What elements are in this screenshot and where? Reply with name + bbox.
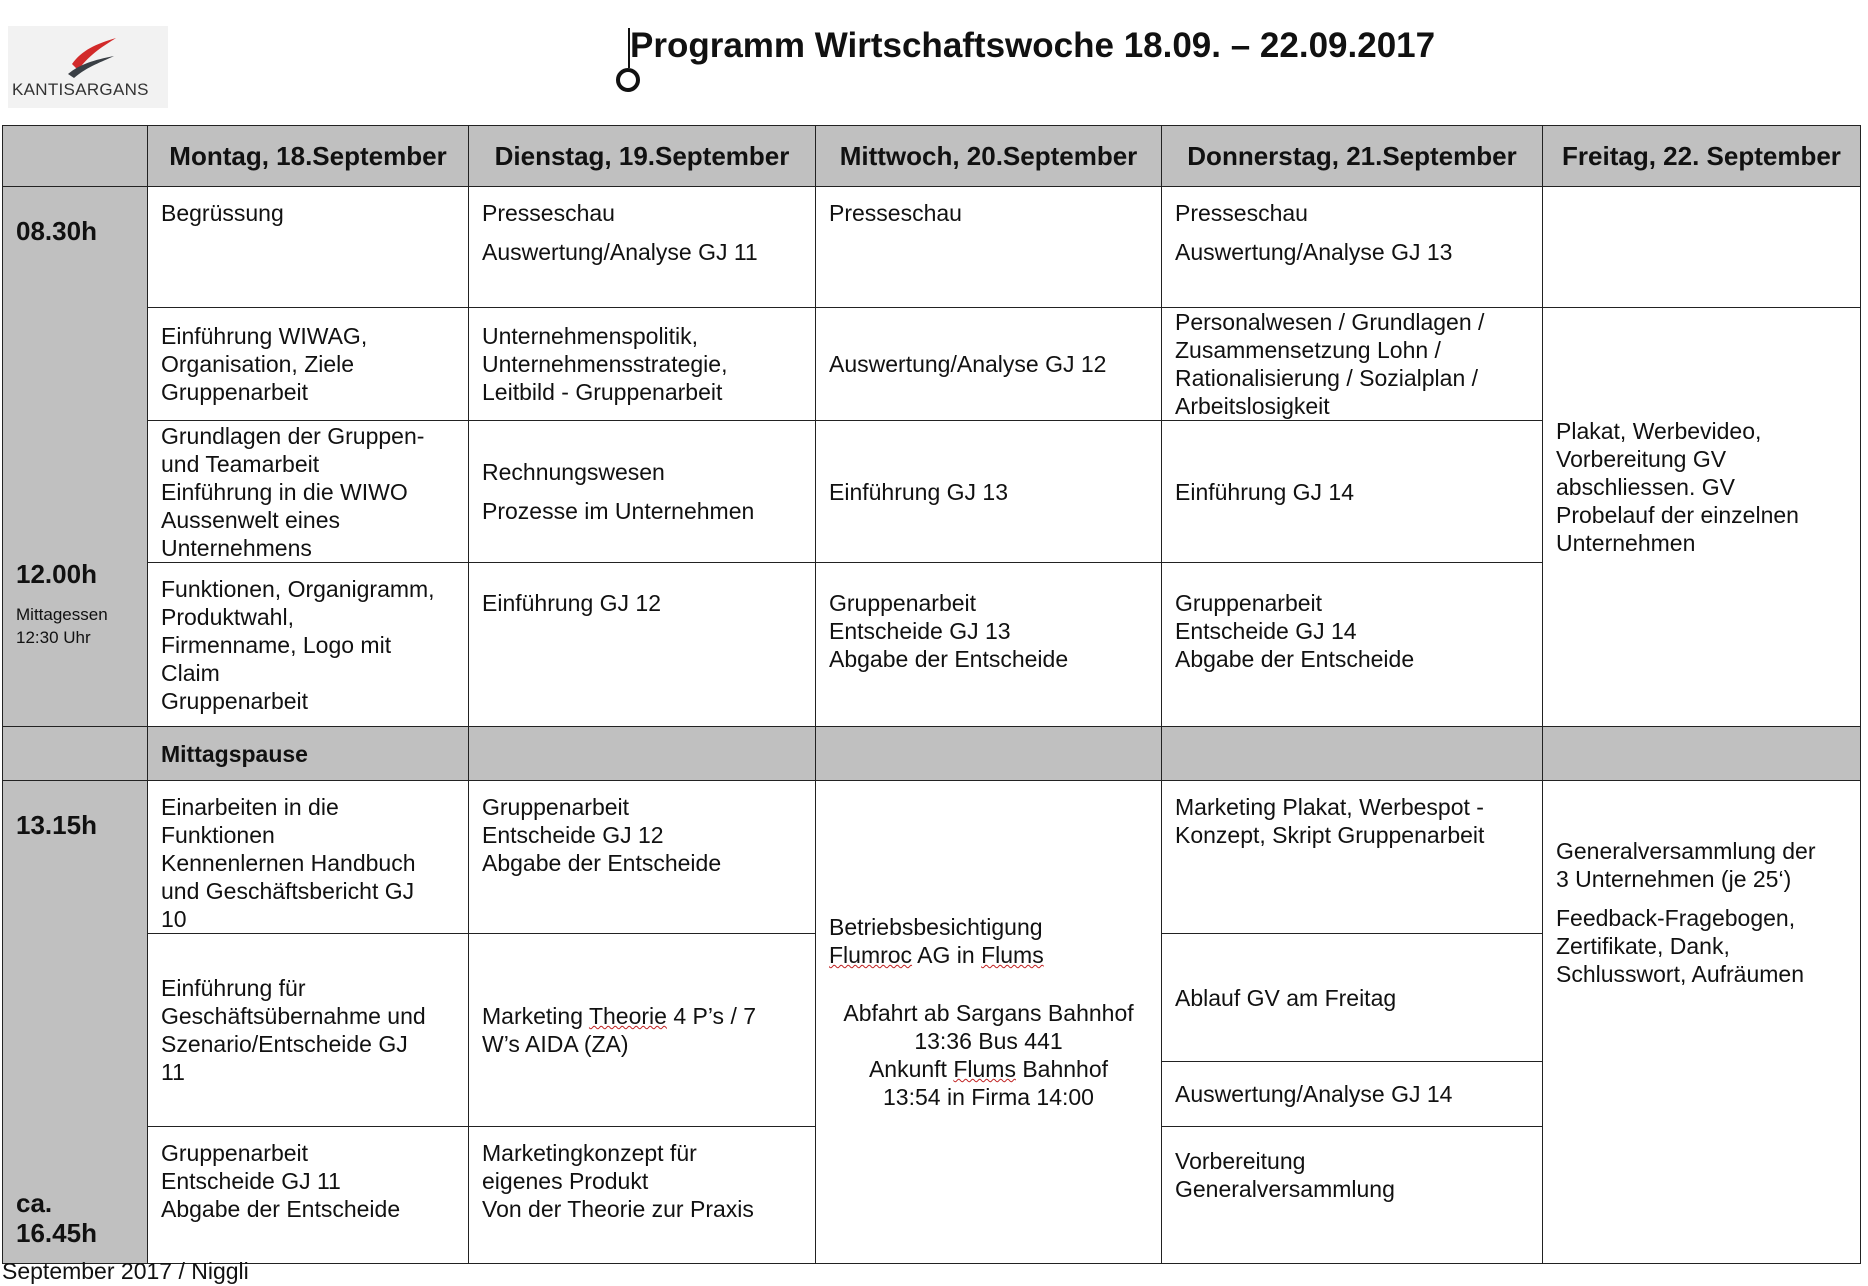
- corner-cell: [3, 126, 148, 187]
- cell-mi-2: Auswertung/Analyse GJ 12: [816, 308, 1162, 421]
- cell-text: Betriebsbesichtigung: [829, 914, 1043, 940]
- day-header-thursday: Donnerstag, 21.September: [1162, 126, 1543, 187]
- cell-text: Marketing: [482, 1003, 589, 1029]
- cell-di-4: Einführung GJ 12: [469, 563, 816, 727]
- cell-text: Bahnhof 13:54 in Firma 14:00: [883, 1056, 1109, 1110]
- lunch-break-label: Mittagspause: [148, 727, 469, 781]
- cursor-ring-icon: [616, 68, 640, 92]
- break-cell: [816, 727, 1162, 781]
- cell-text: Presseschau: [482, 200, 615, 226]
- cell-mo-5: Einarbeiten in die Funktionen Kennenlernen Handbuch und Geschäftsbericht GJ 10: [148, 781, 469, 934]
- cell-text: Theorie: [588, 1003, 667, 1029]
- cell-do-5: Marketing Plakat, Werbespot - Konzept, Skript Gruppenarbeit: [1162, 781, 1543, 934]
- cell-di-3: [469, 421, 816, 563]
- cell-do-2: Personalwesen / Grundlagen / Zusammensetzung Lohn / Rationalisierung / Sozialplan / Arbeitslosigkeit: [1162, 308, 1543, 421]
- cell-di-8: Marketingkonzept für eigenes Produkt Von der Theorie zur Praxis: [469, 1127, 816, 1264]
- footer-note: September 2017 / Niggli: [2, 1258, 249, 1284]
- time-0830: 08.30h: [16, 216, 97, 246]
- page-title: Programm Wirtschaftswoche 18.09. – 22.09.2017: [630, 26, 1436, 65]
- cell-mo-8: Gruppenarbeit Entscheide GJ 11 Abgabe der Entscheide: [148, 1127, 469, 1264]
- cell-do-3: Einführung GJ 14: [1162, 421, 1543, 563]
- cell-mi-4: Gruppenarbeit Entscheide GJ 13 Abgabe der Entscheide: [816, 563, 1162, 727]
- cell-text: Generalversammlung der 3 Unternehmen (je 25‘): [1556, 838, 1816, 892]
- cell-fr-1: [1543, 187, 1861, 308]
- logo-swoosh-icon: [66, 30, 130, 78]
- cell-text: Ankunft: [868, 1056, 954, 1082]
- schedule-table: [2, 125, 1861, 1264]
- lunch-note-label: Mittagessen: [16, 605, 108, 624]
- cell-do-8: Vorbereitung Generalversammlung: [1162, 1127, 1543, 1264]
- time-1315: 13.15h: [16, 810, 97, 840]
- cell-fr-5: [1543, 781, 1861, 1264]
- cell-text: Feedback-Fragebogen, Zertifikate, Dank, Schlusswort, Aufräumen: [1556, 905, 1805, 987]
- day-header-wednesday: Mittwoch, 20.September: [816, 126, 1162, 187]
- cell-do-1: [1162, 187, 1543, 308]
- cell-di-1: [469, 187, 816, 308]
- cell-text: AG in: [912, 942, 982, 968]
- cell-mo-3: Grundlagen der Gruppen- und Teamarbeit Einführung in die WIWO Aussenwelt eines Unternehmens: [148, 421, 469, 563]
- cell-text: Presseschau: [829, 200, 962, 226]
- cell-text: Auswertung/Analyse GJ 11: [482, 239, 758, 265]
- logo-text: KANTISARGANS: [12, 80, 149, 99]
- cell-text: Einführung für Geschäftsübernahme und Szenario/Entscheide GJ 11: [161, 975, 426, 1085]
- cell-mo-4: Funktionen, Organigramm, Produktwahl, Firmenname, Logo mit Claim Gruppenarbeit: [148, 563, 469, 727]
- cell-text: Auswertung/Analyse GJ 13: [1175, 239, 1453, 265]
- time-1645-prefix: ca.: [16, 1188, 53, 1218]
- cell-mi-3: Einführung GJ 13: [816, 421, 1162, 563]
- cell-text: Flumroc: [829, 942, 913, 968]
- cell-mo-2: Einführung WIWAG, Organisation, Ziele Gruppenarbeit: [148, 308, 469, 421]
- lunch-note-time: 12:30 Uhr: [16, 628, 91, 647]
- cell-text: Flums: [981, 942, 1044, 968]
- cell-di-2: Unternehmenspolitik, Unternehmensstrategie, Leitbild - Gruppenarbeit: [469, 308, 816, 421]
- cell-mi-5: [816, 781, 1162, 1264]
- time-1200: 12.00h: [16, 559, 97, 589]
- break-cell: [469, 727, 816, 781]
- cell-mo-6: [148, 934, 469, 1127]
- cell-text: [829, 941, 1148, 969]
- cell-text: Prozesse im Unternehmen: [482, 498, 755, 524]
- cell-mi-1: [816, 187, 1162, 308]
- cell-do-7: Auswertung/Analyse GJ 14: [1162, 1062, 1543, 1127]
- cell-text: Presseschau: [1175, 200, 1308, 226]
- cell-text: Rechnungswesen: [482, 459, 665, 485]
- time-1645: 16.45h: [16, 1218, 97, 1248]
- cell-text: 4 P’s / 7 W’s AIDA (ZA): [482, 1003, 757, 1057]
- cell-di-5: Gruppenarbeit Entscheide GJ 12 Abgabe der Entscheide: [469, 781, 816, 934]
- cell-text: [829, 1055, 1148, 1111]
- break-time-cell: [3, 727, 148, 781]
- time-column-morning: [3, 187, 148, 727]
- break-cell: [1543, 727, 1861, 781]
- day-header-monday: Montag, 18.September: [148, 126, 469, 187]
- header-row: [3, 126, 1861, 187]
- cell-text: Flums: [953, 1056, 1016, 1082]
- cell-do-4: Gruppenarbeit Entscheide GJ 14 Abgabe der Entscheide: [1162, 563, 1543, 727]
- cell-mo-1: [148, 187, 469, 308]
- cell-di-6: [469, 934, 816, 1127]
- day-header-tuesday: Dienstag, 19.September: [469, 126, 816, 187]
- cell-text: Begrüssung: [161, 200, 284, 226]
- cell-text: Abfahrt ab Sargans Bahnhof 13:36 Bus 441: [843, 1000, 1134, 1054]
- school-logo: [8, 26, 168, 108]
- cell-do-6: Ablauf GV am Freitag: [1162, 934, 1543, 1062]
- cell-fr-2: Plakat, Werbevideo, Vorbereitung GV abschliessen. GV Probelauf der einzelnen Unternehmen: [1543, 308, 1861, 727]
- time-column-afternoon: [3, 781, 148, 1264]
- day-header-friday: Freitag, 22. September: [1543, 126, 1861, 187]
- break-cell: [1162, 727, 1543, 781]
